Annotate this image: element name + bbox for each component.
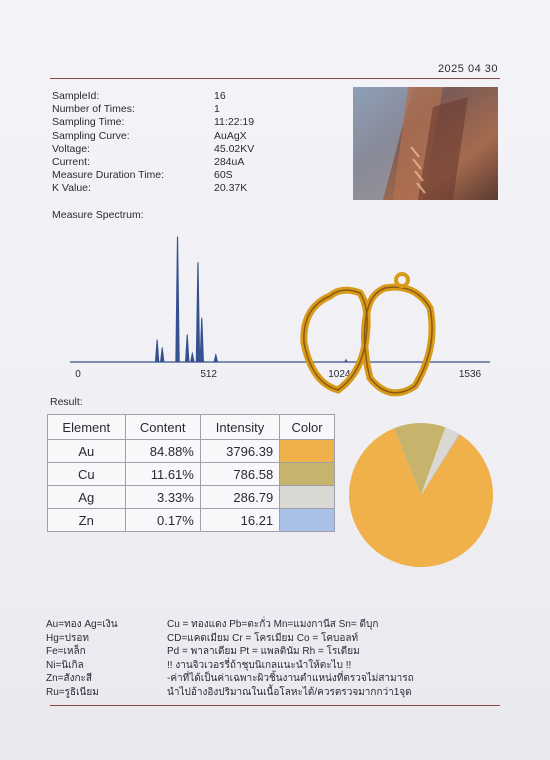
- element-cell: Cu: [48, 463, 126, 486]
- color-cell: [280, 440, 335, 463]
- field-value: 60S: [214, 169, 233, 182]
- spectrum-peak: [196, 261, 200, 362]
- table-row: [48, 509, 335, 532]
- bottom-divider: [50, 705, 500, 706]
- x-tick-label: 1536: [458, 369, 482, 380]
- sample-field-row: [52, 156, 294, 169]
- field-key: Current:: [52, 156, 90, 169]
- legend-line: Hg=ปรอท: [46, 632, 89, 644]
- sample-field-row: [52, 116, 294, 129]
- x-tick-label: 512: [200, 369, 218, 380]
- legend-line: Au=ทอง Ag=เงิน: [46, 619, 118, 630]
- pendant-photo: [290, 268, 450, 403]
- intensity-cell: 286.79: [200, 486, 279, 509]
- spectrum-peak: [175, 236, 179, 362]
- legend-line: -ค่าที่ได้เป็นค่าเฉพาะผิวชิ้นงานตำแหน่งที่ตรวจไม่สามารถ: [167, 673, 414, 685]
- field-key: Voltage:: [52, 142, 90, 155]
- field-key: Sampling Time:: [52, 116, 125, 129]
- legend-line: Fe=เหล็ก: [46, 646, 86, 658]
- color-swatch: [280, 486, 334, 508]
- spectrum-peak: [185, 334, 189, 362]
- composition-pie-chart: [348, 422, 494, 568]
- element-legend-right: [167, 618, 414, 700]
- content-cell: 3.33%: [125, 486, 200, 509]
- field-value: 1: [214, 103, 220, 116]
- table-row: [48, 463, 335, 486]
- element-legend-left: [46, 618, 118, 700]
- spectrum-peak: [200, 317, 204, 362]
- intensity-cell: 786.58: [200, 463, 279, 486]
- sample-field-row: [52, 182, 294, 195]
- element-cell: Au: [48, 440, 126, 463]
- content-cell: 84.88%: [125, 440, 200, 463]
- legend-line: Ni=นิเกิล: [46, 659, 84, 671]
- intensity-cell: 3796.39: [200, 440, 279, 463]
- legend-line: Pd = พาลาเดียม Pt = แพลตินัม Rh = โรเดียม: [167, 646, 360, 658]
- result-title: Result:: [50, 396, 83, 408]
- color-cell: [280, 486, 335, 509]
- content-cell: 11.61%: [125, 463, 200, 486]
- report-date: 2025 04 30: [437, 63, 498, 75]
- column-header: Element: [48, 415, 126, 440]
- content-cell: 0.17%: [125, 509, 200, 532]
- legend-line: Cu = ทองแดง Pb=ตะกั่ว Mn=แมงกานีส Sn= ดีบุก: [167, 619, 379, 630]
- element-cell: Zn: [48, 509, 126, 532]
- legend-line: Ru=รูธิเนียม: [46, 686, 99, 698]
- element-cell: Ag: [48, 486, 126, 509]
- legend-line: CD=แคดเมียม Cr = โครเมียม Co = โคบอลท์: [167, 632, 359, 644]
- column-header: Intensity: [200, 415, 279, 440]
- legend-line: Zn=สังกะสี: [46, 673, 93, 685]
- result-table: [47, 414, 335, 532]
- table-row: [48, 486, 335, 509]
- sample-field-row: [52, 143, 294, 156]
- column-header: Color: [280, 415, 335, 440]
- x-tick-label: 0: [75, 369, 81, 380]
- sample-field-row: [52, 103, 294, 116]
- sample-field-row: [52, 169, 294, 182]
- field-value: 45.02KV: [214, 142, 255, 155]
- field-key: Sampling Curve:: [52, 129, 130, 142]
- x-tick-label: 1024: [328, 369, 351, 380]
- spectrum-peak: [190, 352, 194, 362]
- color-swatch: [280, 440, 334, 462]
- field-value: AuAgX: [214, 129, 247, 142]
- top-divider: [50, 78, 500, 79]
- field-key: K Value:: [52, 182, 91, 195]
- field-value: 20.37K: [214, 182, 248, 195]
- field-value: 11:22:19: [214, 116, 255, 129]
- spectrum-title: Measure Spectrum:: [52, 209, 144, 221]
- field-key: SampleId:: [52, 90, 100, 102]
- field-key: Number of Times:: [52, 103, 135, 116]
- table-header-row: [48, 415, 335, 440]
- field-value: 284uA: [214, 156, 245, 169]
- field-key: Measure Duration Time:: [52, 169, 165, 182]
- color-swatch: [280, 509, 334, 531]
- color-cell: [280, 463, 335, 486]
- field-value: 16: [214, 90, 226, 102]
- sample-field-row: [52, 90, 294, 103]
- intensity-cell: 16.21: [200, 509, 279, 532]
- spectrum-peak: [214, 353, 218, 362]
- table-row: [48, 440, 335, 463]
- column-header: Content: [125, 415, 200, 440]
- sample-photo: [353, 87, 498, 200]
- sample-field-row: [52, 130, 294, 143]
- color-swatch: [280, 463, 334, 485]
- spectrum-peak: [155, 339, 159, 362]
- sample-info: [52, 90, 294, 196]
- spectrum-peak: [160, 347, 164, 362]
- legend-line: นำไปอ้างอิงปริมาณในเนื้อโลหะได้/ควรตรวจมากกว่า1จุด: [167, 686, 412, 698]
- color-cell: [280, 509, 335, 532]
- legend-line: !! งานจิวเวอรรี่ถ้าชุบนิเกลแนะนำให้ตะไบ !!: [167, 659, 352, 671]
